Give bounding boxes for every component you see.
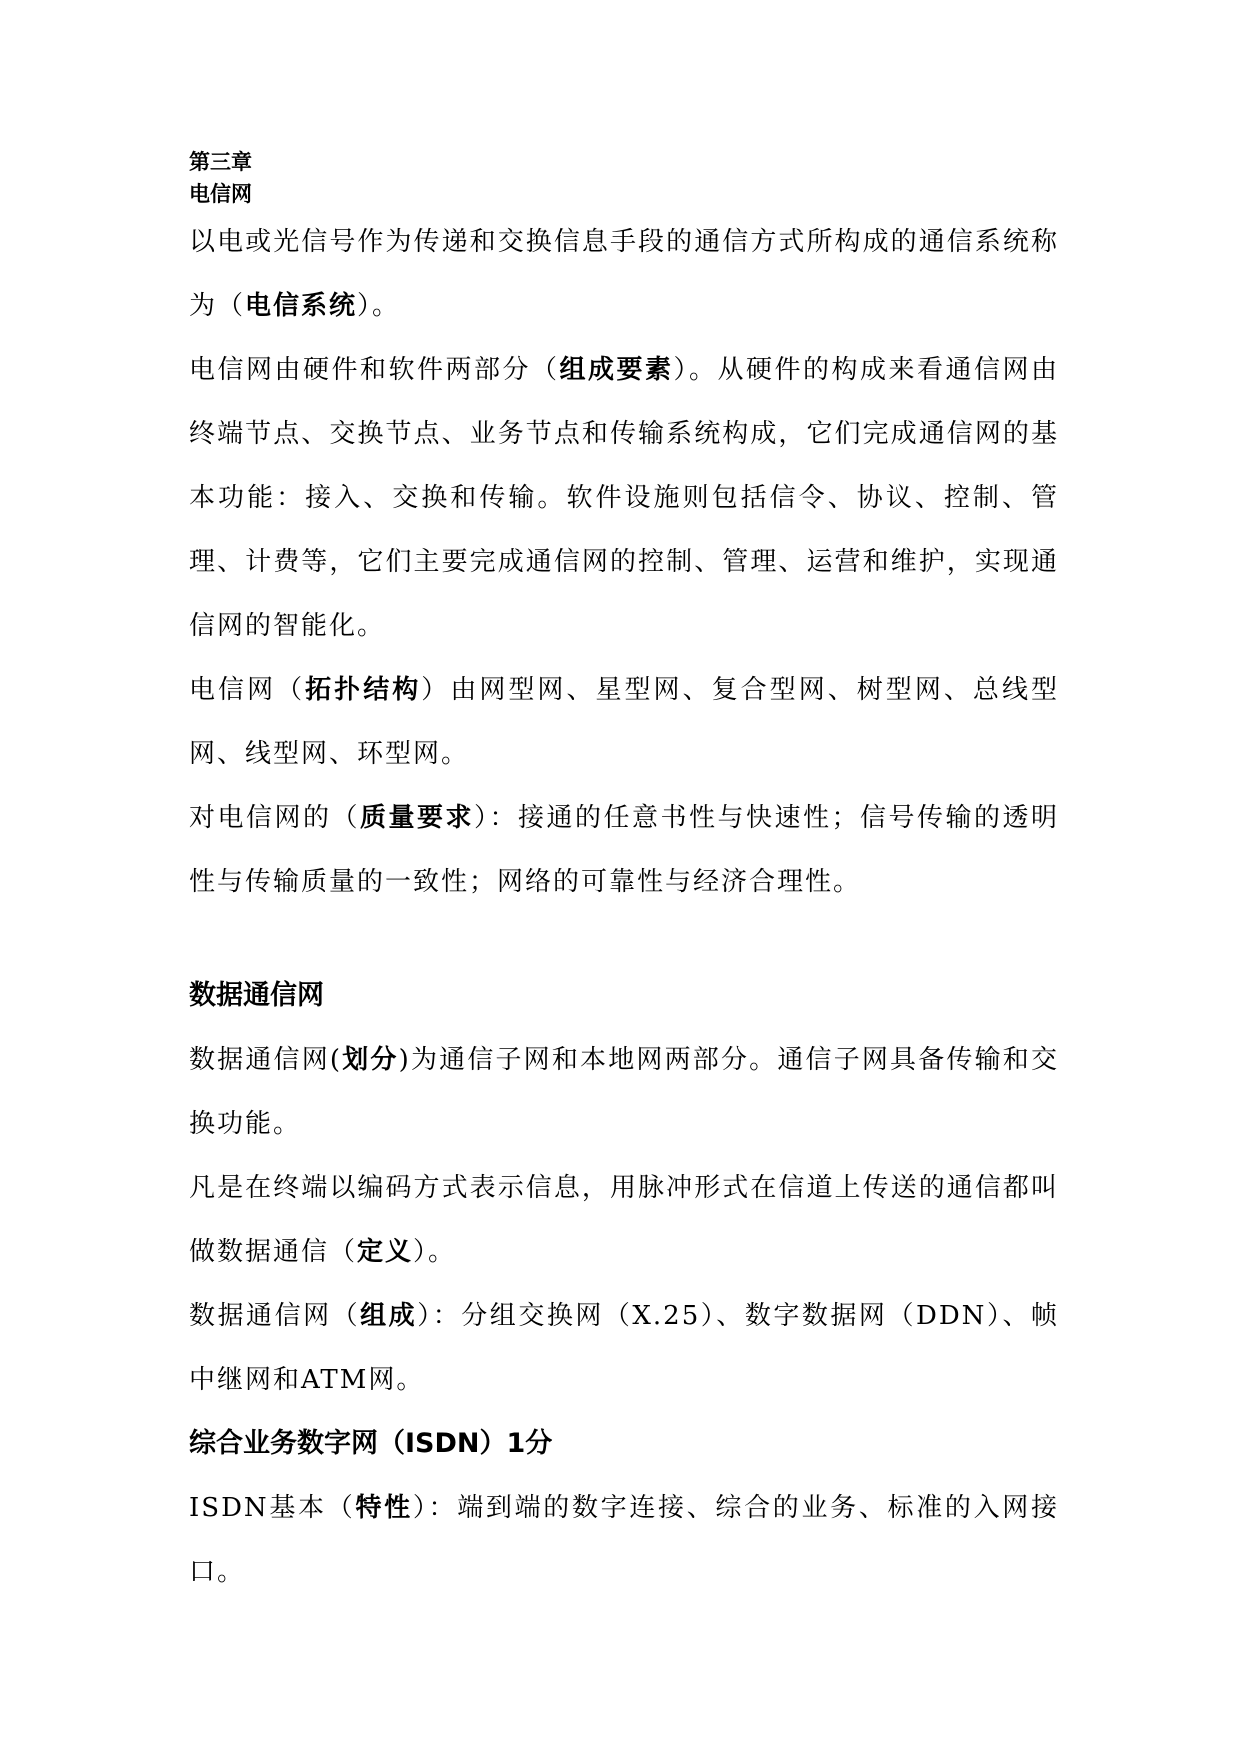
paragraph-isdn-features bbox=[189, 1476, 1059, 1604]
paragraph-text: 电信网（ bbox=[189, 675, 306, 705]
paragraph-keyword: 电信系统 bbox=[245, 291, 358, 321]
paragraph-keyword: 拓扑结构 bbox=[305, 675, 422, 705]
paragraph-text: )为通信子网和本地网两部分。通信子网具备传输和交换功能。 bbox=[189, 1045, 1059, 1139]
paragraph-text: ）。 bbox=[357, 291, 401, 321]
section-heading-isdn: 综合业务数字网（ISDN）1分 bbox=[189, 1428, 553, 1459]
paragraph-text: ）由网型网、星型网、复合型网、树型网、总线型网、线型网、环型网。 bbox=[189, 675, 1059, 769]
chapter-title: 电信网 bbox=[189, 182, 252, 206]
paragraph-text: ）：分组交换网（X.25）、数字数据网（DDN）、帧中继网和ATM网。 bbox=[189, 1301, 1059, 1395]
paragraph-definition bbox=[189, 1156, 1059, 1284]
paragraph-quality bbox=[189, 786, 1059, 914]
page-content bbox=[189, 146, 1059, 1604]
paragraph-keyword: 定义 bbox=[357, 1237, 414, 1267]
paragraph-text: 凡是在终端以编码方式表示信息，用脉冲形式在信道上传送的通信都叫做数据通信（ bbox=[189, 1173, 1059, 1267]
paragraph-composition bbox=[189, 338, 1059, 658]
paragraph-data-network-composition bbox=[189, 1284, 1059, 1412]
paragraph-keyword: 质量要求 bbox=[360, 803, 474, 833]
paragraph-text: 电信网由硬件和软件两部分（ bbox=[189, 355, 560, 385]
paragraph-keyword: 组成要素 bbox=[559, 355, 674, 385]
paragraph-text: ）：端到端的数字连接、综合的业务、标准的入网接口。 bbox=[189, 1493, 1059, 1587]
paragraph-text: 数据通信网( bbox=[189, 1045, 343, 1075]
paragraph-text: 数据通信网（ bbox=[189, 1301, 361, 1331]
paragraph-keyword: 划分 bbox=[342, 1045, 399, 1075]
section-heading-data-network: 数据通信网 bbox=[189, 980, 324, 1011]
paragraph-topology bbox=[189, 658, 1059, 786]
paragraph-text: 对电信网的（ bbox=[189, 803, 360, 833]
paragraph-text: 以电或光信号作为传递和交换信息手段的通信方式所构成的通信系统称为（ bbox=[189, 227, 1059, 321]
chapter-number: 第三章 bbox=[189, 150, 252, 174]
paragraph-text: ISDN基本（ bbox=[189, 1493, 356, 1523]
paragraph-keyword: 特性 bbox=[355, 1493, 413, 1523]
paragraph-telecom-system bbox=[189, 210, 1059, 338]
paragraph-text: ）。 bbox=[413, 1237, 457, 1267]
paragraph-keyword: 组成 bbox=[360, 1301, 418, 1331]
paragraph-text: ）。从硬件的构成来看通信网由终端节点、交换节点、业务节点和传输系统构成，它们完成通信网的基本功能：接入、交换和传输。软件设施则包括信令、协议、控制、管理、计费等，它们主要完成通信网的控制、管理、运营和维护，实现通信网的智能化。 bbox=[189, 355, 1059, 641]
paragraph-text: ）：接通的任意书性与快速性；信号传输的透明性与传输质量的一致性；网络的可靠性与经济合理性。 bbox=[189, 803, 1059, 897]
paragraph-division bbox=[189, 1028, 1059, 1156]
